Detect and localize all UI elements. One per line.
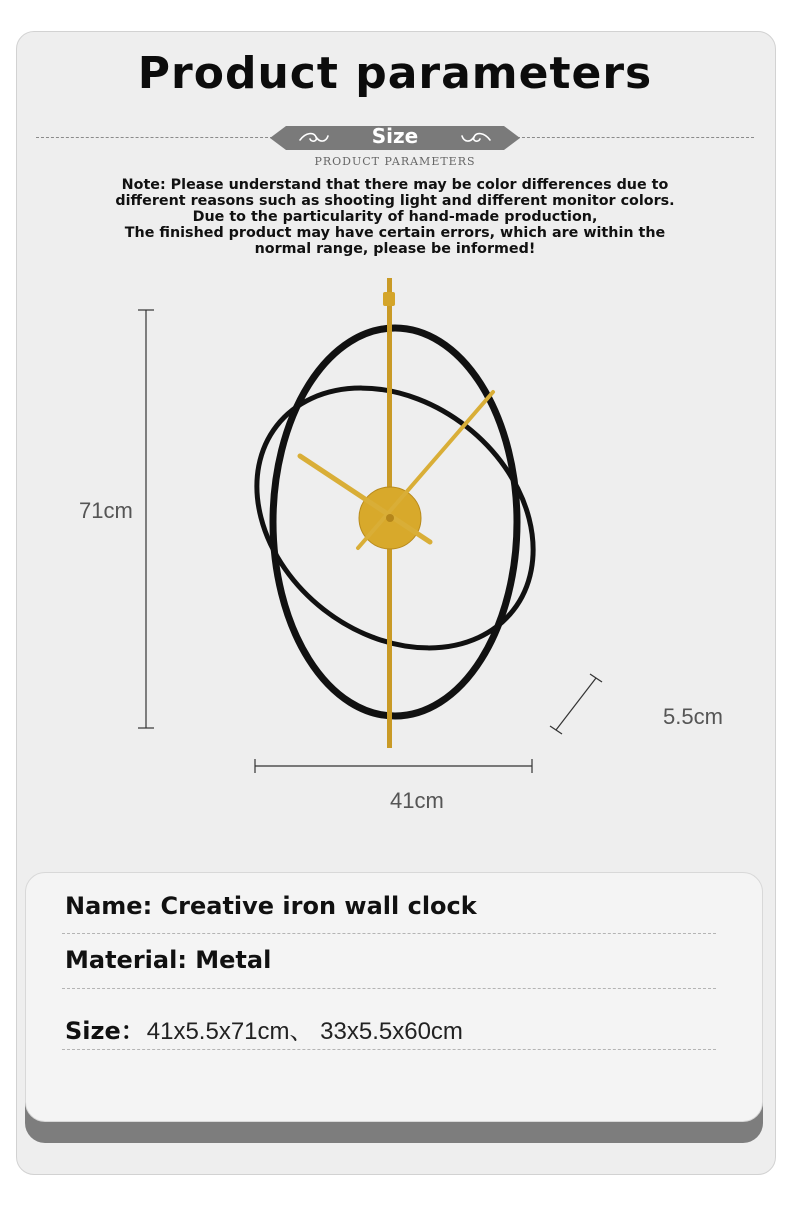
height-dimension-line (138, 310, 154, 728)
spec-divider (62, 933, 716, 934)
spec-divider (62, 988, 716, 989)
size-banner-label: Size (371, 124, 419, 148)
spec-material: Material: Metal (65, 946, 272, 974)
note-line: different reasons such as shooting light and different monitor colors. (115, 193, 675, 209)
spec-name: Name: Creative iron wall clock (65, 892, 477, 920)
width-dimension-line (255, 759, 532, 773)
rod-cap (383, 292, 395, 306)
width-label: 41cm (390, 788, 444, 813)
section-subtitle: PRODUCT PARAMETERS (314, 155, 476, 168)
minute-hand (358, 392, 493, 548)
height-label: 71cm (79, 498, 133, 523)
spec-size (65, 1011, 463, 1046)
spec-size-value: 41x5.5x71cm、 33x5.5x60cm (146, 1018, 463, 1045)
page-title: Product parameters (137, 48, 653, 99)
note-line: Note: Please understand that there may be color differences due to (121, 177, 669, 193)
depth-label: 5.5cm (663, 704, 723, 729)
note-line: normal range, please be informed! (254, 241, 536, 257)
spec-divider (62, 1049, 716, 1050)
spec-size-label: Size： (65, 1017, 145, 1045)
note-line: The finished product may have certain errors, which are within the (124, 225, 666, 241)
note-line: Due to the particularity of hand-made production, (192, 209, 598, 225)
depth-dimension-line (550, 674, 602, 734)
